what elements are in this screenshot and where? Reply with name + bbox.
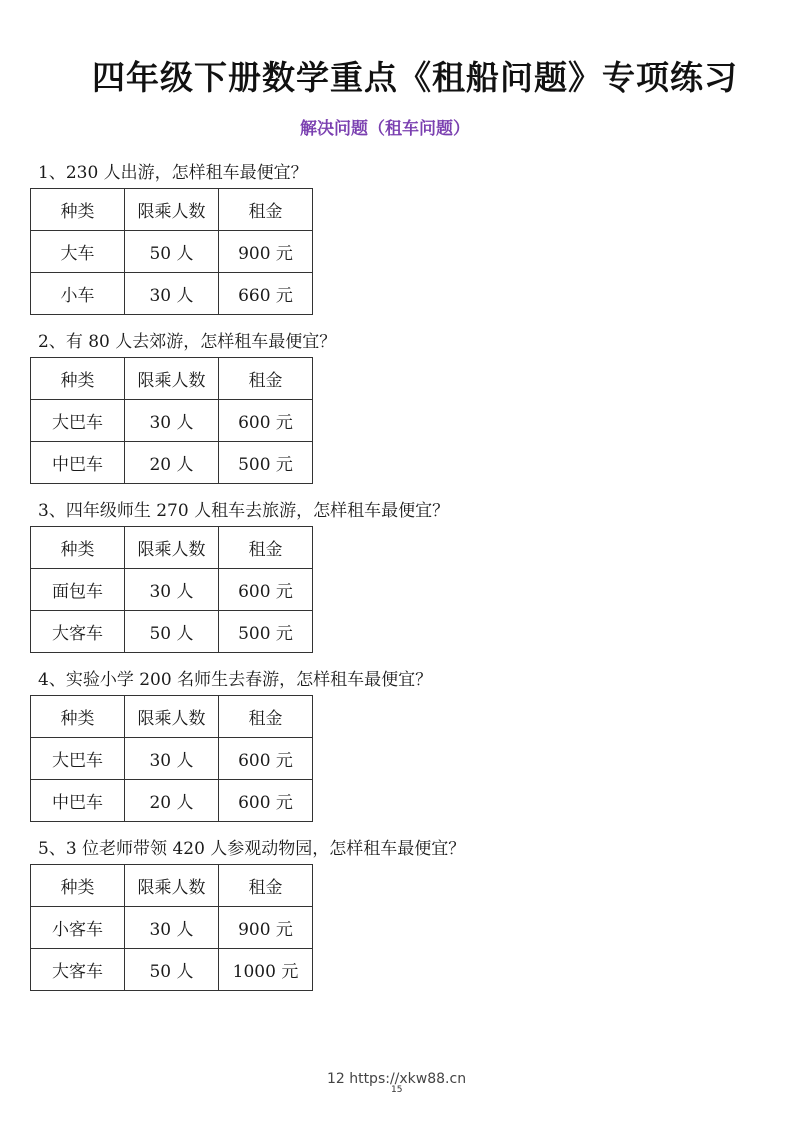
cell-capacity: 50 人 [125, 949, 219, 991]
cell-rent: 500 元 [219, 611, 313, 653]
cell-capacity: 30 人 [125, 738, 219, 780]
cell-capacity: 50 人 [125, 231, 219, 273]
cell-rent: 600 元 [219, 400, 313, 442]
cell-type: 小车 [31, 273, 125, 315]
section-subtitle: 解决问题（租车问题） [300, 119, 470, 139]
header-rent: 租金 [219, 696, 313, 738]
header-capacity: 限乘人数 [125, 358, 219, 400]
cell-type: 大客车 [31, 949, 125, 991]
table-header-row [31, 358, 313, 400]
table-row [31, 611, 313, 653]
cell-rent: 600 元 [219, 569, 313, 611]
page-title: 四年级下册数学重点《租船问题》专项练习 [92, 58, 738, 97]
table-row [31, 231, 313, 273]
cell-type: 面包车 [31, 569, 125, 611]
cell-type: 大客车 [31, 611, 125, 653]
cell-capacity: 30 人 [125, 569, 219, 611]
header-capacity: 限乘人数 [125, 189, 219, 231]
question-3: 3、四年级师生 270 人租车去旅游，怎样租车最便宜？ [38, 501, 450, 521]
table-header-row [31, 865, 313, 907]
table-header-row [31, 189, 313, 231]
cell-rent: 660 元 [219, 273, 313, 315]
cell-capacity: 50 人 [125, 611, 219, 653]
table-row [31, 780, 313, 822]
cell-type: 中巴车 [31, 780, 125, 822]
table-header-row [31, 527, 313, 569]
header-capacity: 限乘人数 [125, 696, 219, 738]
header-capacity: 限乘人数 [125, 865, 219, 907]
cell-capacity: 30 人 [125, 400, 219, 442]
cell-type: 小客车 [31, 907, 125, 949]
header-type: 种类 [31, 189, 125, 231]
header-capacity: 限乘人数 [125, 527, 219, 569]
cell-type: 大巴车 [31, 400, 125, 442]
table-row [31, 907, 313, 949]
rental-table-2 [30, 357, 313, 484]
rental-table-3 [30, 526, 313, 653]
header-rent: 租金 [219, 527, 313, 569]
cell-capacity: 20 人 [125, 780, 219, 822]
question-1: 1、230 人出游，怎样租车最便宜？ [38, 163, 308, 183]
page-number: 15 [391, 1085, 403, 1095]
cell-type: 大车 [31, 231, 125, 273]
table-row [31, 442, 313, 484]
header-type: 种类 [31, 527, 125, 569]
header-type: 种类 [31, 696, 125, 738]
header-rent: 租金 [219, 189, 313, 231]
cell-rent: 500 元 [219, 442, 313, 484]
cell-rent: 900 元 [219, 231, 313, 273]
question-4: 4、实验小学 200 名师生去春游，怎样租车最便宜？ [38, 670, 433, 690]
rental-table-4 [30, 695, 313, 822]
table-header-row [31, 696, 313, 738]
cell-rent: 900 元 [219, 907, 313, 949]
header-type: 种类 [31, 865, 125, 907]
header-rent: 租金 [219, 865, 313, 907]
table-row [31, 738, 313, 780]
cell-type: 中巴车 [31, 442, 125, 484]
cell-capacity: 30 人 [125, 907, 219, 949]
cell-rent: 1000 元 [219, 949, 313, 991]
question-2: 2、有 80 人去郊游，怎样租车最便宜？ [38, 332, 337, 352]
table-row [31, 949, 313, 991]
header-type: 种类 [31, 358, 125, 400]
table-row [31, 569, 313, 611]
cell-capacity: 30 人 [125, 273, 219, 315]
cell-rent: 600 元 [219, 738, 313, 780]
question-5: 5、3 位老师带领 420 人参观动物园，怎样租车最便宜？ [38, 839, 466, 859]
rental-table-5 [30, 864, 313, 991]
cell-capacity: 20 人 [125, 442, 219, 484]
header-rent: 租金 [219, 358, 313, 400]
rental-table-1 [30, 188, 313, 315]
table-row [31, 273, 313, 315]
table-row [31, 400, 313, 442]
footer-watermark: 12 https://xkw88.cn [326, 1071, 467, 1087]
cell-rent: 600 元 [219, 780, 313, 822]
cell-type: 大巴车 [31, 738, 125, 780]
